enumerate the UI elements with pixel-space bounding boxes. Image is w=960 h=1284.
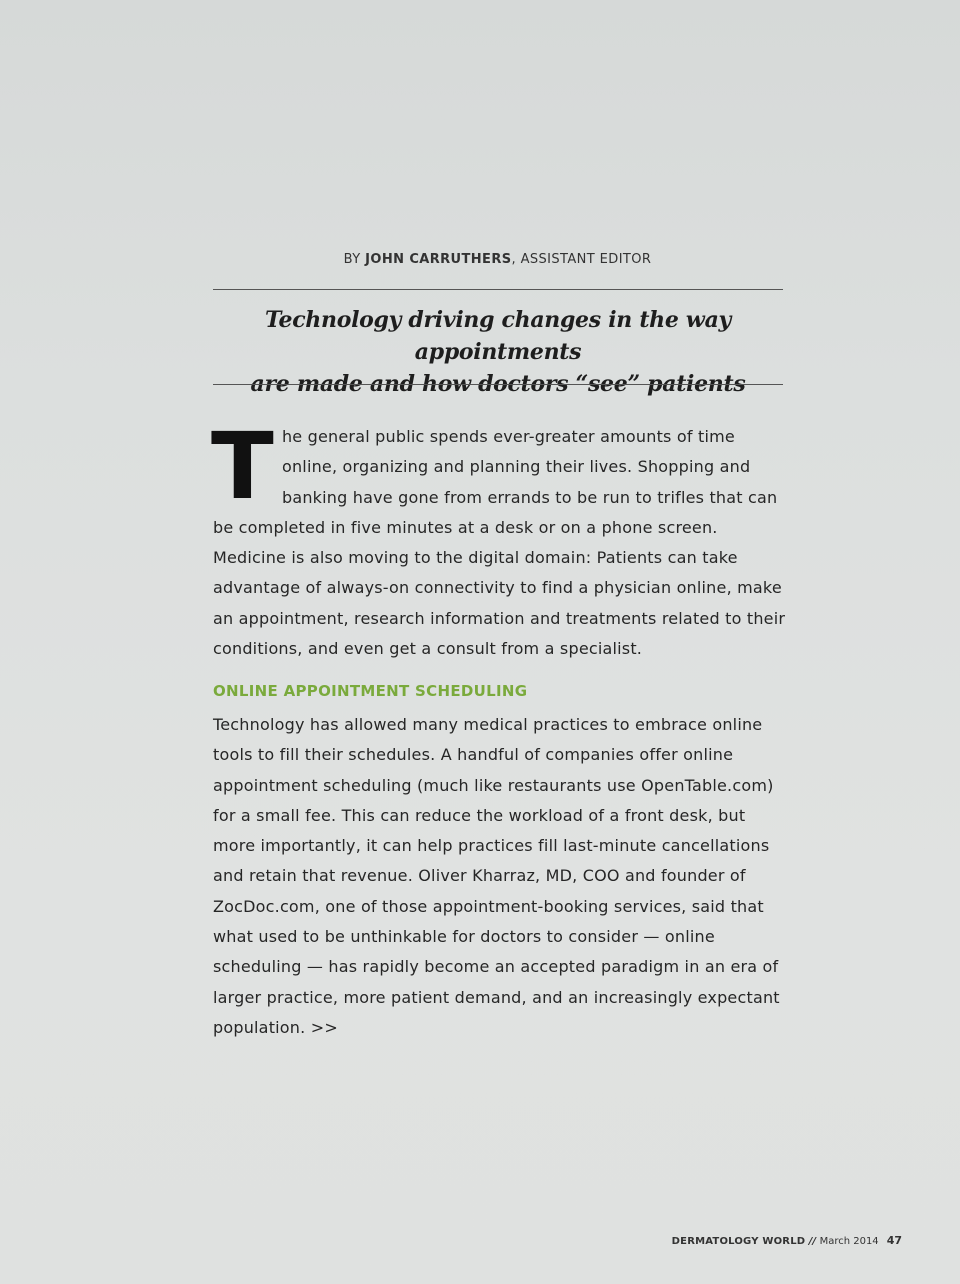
- drop-cap: T: [211, 413, 274, 520]
- deck-line-2: are made and how doctors “see” patients: [250, 371, 746, 397]
- page-number: 47: [886, 1234, 902, 1247]
- byline-prefix: BY: [343, 252, 366, 267]
- section-paragraph: Technology has allowed many medical practices to embrace online tools to fill their schedules. A handful of companies offer online appointment scheduling (much like restaurants use OpenTable.com) for a small fee. This can reduce the workload of a front desk, but more importantly, it can help practices fill last-minute cancellations and retain that revenue. Oliver Kharraz, MD, COO and founder of ZocDoc.com, one of those appointment-booking services, said that what used to be unthinkable for doctors to consider — online scheduling — has rapidly become an accepted paradigm in an era of larger practice, more patient demand, and an increasingly expectant population. >>: [213, 715, 780, 1037]
- article-deck: [213, 304, 783, 400]
- issue-date: March 2014: [819, 1236, 879, 1247]
- byline: [0, 252, 960, 267]
- page-footer: [672, 1234, 902, 1247]
- deck-top-rule: [213, 289, 783, 290]
- deck-bottom-rule: [213, 384, 783, 385]
- author-title: , ASSISTANT EDITOR: [511, 252, 652, 267]
- footer-separator: //: [805, 1236, 820, 1247]
- section-heading: ONLINE APPOINTMENT SCHEDULING: [213, 682, 528, 700]
- author-name: JOHN CARRUTHERS: [365, 252, 512, 267]
- intro-paragraph: [211, 413, 788, 664]
- publication-name: DERMATOLOGY WORLD: [671, 1236, 806, 1247]
- intro-text: he general public spends ever-greater amounts of time online, organizing and planning their lives. Shopping and banking have gone from errands to be run to trifles that can be completed in five minutes at a desk or on a phone screen. Medicine is also moving to the digital domain: Patients can take advantage of always-on connectivity to find a physician online, make an appointment, research information and treatments related to their conditions, and even get a consult from a specialist.: [213, 427, 786, 659]
- deck-line-1: Technology driving changes in the way appointments: [264, 307, 732, 365]
